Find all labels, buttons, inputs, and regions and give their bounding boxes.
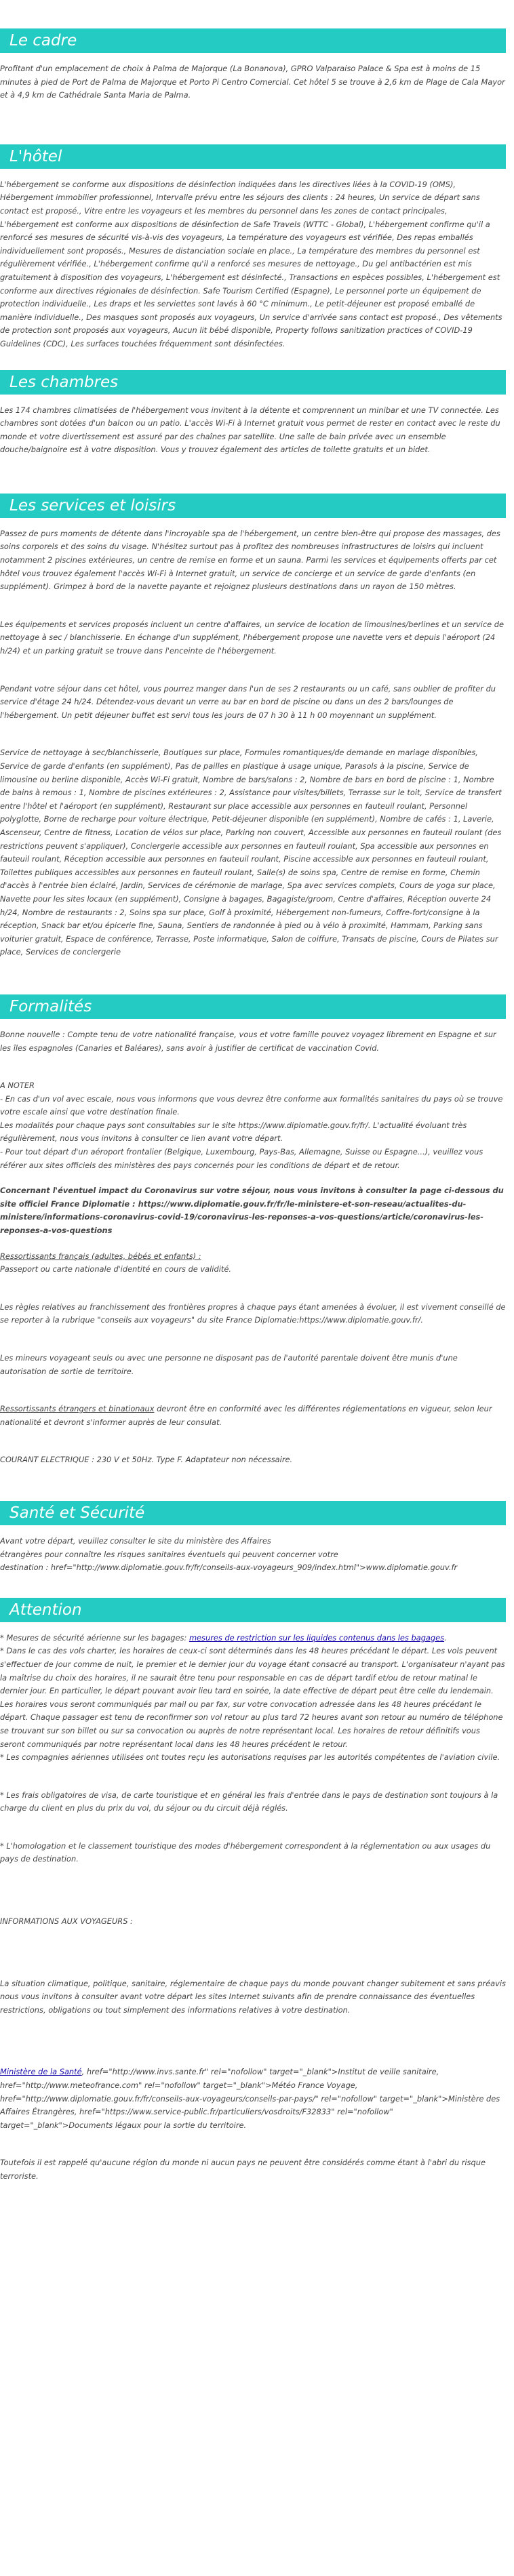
formalites-note-title: A NOTER	[0, 1081, 35, 1091]
formalites-paragraph: Les règles relatives au franchissement des frontières propres à chaque pays étant amenées à évoluer, il est vivement conseillé de se reporter à la rubrique "conseils aux voyageurs" du site France Diplomatie:https://www.diplomatie.gouv.fr/.	[0, 1302, 506, 1325]
sante-line: étrangères pour connaître les risques sanitaires éventuels qui peuvent concerner votre	[0, 1549, 338, 1559]
formalites-courant: COURANT ELECTRIQUE : 230 V et 50Hz. Type F. Adaptateur non nécessaire.	[0, 1455, 293, 1465]
attention-bagages-end: .	[444, 1632, 447, 1643]
section-title-cadre: Le cadre	[0, 28, 506, 53]
formalites-note: - En cas d'un vol avec escale, nous vous informons que vous devrez être conforme aux formalités sanitaires du pays où se trouve votre escale ainsi que votre destination finale.	[0, 1093, 503, 1117]
services-paragraph: Les équipements et services proposés incluent un centre d'affaires, un service de location de limousines/berlines et un service de nettoyage à sec / blanchisserie. En échange d'un supplément, l'hébergement propose une navette vers et depuis l'aéroport (24 h/24) et un parking gratuit se trouve dans l'enceinte de l'hébergement.	[0, 619, 504, 656]
services-paragraph: Passez de purs moments de détente dans l'incroyable spa de l'hébergement, un centre bien-être qui propose des massages, des soins corporels et des soins du visage. N'hésitez surtout pas à profitez des nombreuses infrastructures de loisirs qui incluent notamment 2 piscines extérieures, un centre de remise en forme et un sauna. Parmi les services et équipements offerts par cet hôtel vous trouvez également l'accès Wi-Fi à Internet gratuit, un service de concierge et un service de garde d'enfants (en supplément). Grimpez à bord de la navette payante et rejoignez plusieurs destinations dans un rayon de 150 mètres.	[0, 528, 500, 592]
attention-homologation: * L'homologation et le classement touristique des modes d'hébergement correspondent à la réglementation ou aux usages du pays de destination.	[0, 1840, 491, 1864]
liquides-restriction-link[interactable]: mesures de restriction sur les liquides contenus dans les bagages	[189, 1632, 445, 1643]
section-sante	[0, 1501, 506, 1575]
attention-sites	[0, 2066, 506, 2132]
formalites-note: - Pour tout départ d'un aéroport frontalier (Belgique, Luxembourg, Pays-Bas, Allemagne, Suisse ou Espagne...), veuillez vous référer aux sites officiels des ministères des pays concernés pour les conditions de départ et de retour.	[0, 1147, 483, 1170]
formalites-etrangers-label: Ressortissants étrangers et binationaux	[0, 1404, 155, 1414]
services-paragraph: Service de nettoyage à sec/blanchisserie, Boutiques sur place, Formules romantiques/de demande en mariage disponibles, Service de garde d'enfants (en supplément), Pas de pailles en plastique à usage unique, Parasols à la piscine, Service de limousine ou berline disponible, Accès Wi-Fi gratuit, Nombre de bars/salons : 2, Nombre de bars en bord de piscine : 1, Nombre de bains à remous : 1, Nombre de piscines extérieures : 2, Assistance pour visites/billets, Terrasse sur le toit, Service de transfert entre l'hôtel et l'aéroport (en supplément), Restaurant sur place accessible aux personnes en fauteuil roulant, Personnel polyglotte, Borne de recharge pour voiture électrique, Petit-déjeuner disponible (en supplément), Nombre de cafés : 1, Laverie, Ascenseur, Centre de fitness, Location de vélos sur place, Parking non couvert, Accessible aux personnes en fauteuil roulant (des restrictions peuvent s'appliquer), Conciergerie accessible aux personnes en fauteuil roulant, Spa accessible aux personnes en fauteuil roulant, Réception accessible aux personnes en fauteuil roulant, Piscine accessible aux personnes en fauteuil roulant, Toilettes publiques accessibles aux personnes en fauteuil roulant, Salle(s) de soins spa, Centre de remise en forme, Chemin d'accès à l'entrée bien éclairé, Jardin, Services de cérémonie de mariage, Spa avec services complets, Cours de yoga sur place, Navette pour les sites locaux (en supplément), Consigne à bagages, Bagagiste/groom, Centre d'affaires, Réception ouverte 24 h/24, Nombre de restaurants : 2, Soins spa sur place, Golf à proximité, Hébergement non-fumeurs, Coffre-fort/consigne à la réception, Snack bar et/ou épicerie fine, Sauna, Sentiers de randonnée à pied ou à vélo à proximité, Hammam, Parking sans voiturier gratuit, Espace de conférence, Terrasse, Poste informatique, Salon de coiffure, Transats de piscine, Cours de Pilates sur place, Services de conciergerie	[0, 748, 502, 957]
section-chambres	[0, 370, 506, 457]
sante-line: Avant votre départ, veuillez consulter le site du ministère des Affaires	[0, 1535, 271, 1546]
formalites-paragraph: Les mineurs voyageant seuls ou avec une personne ne disposant pas de l'autorité parentale doivent être munis d'une autorisation de sortie de territoire.	[0, 1353, 458, 1376]
section-hotel	[0, 144, 506, 351]
attention-situation: nous vous invitons à consulter avant votre départ les sites Internet suivants afin de prendre connaissance des éventuelles restrictions, obligations ou tout simplement des informations relatives à votre destination.	[0, 1992, 475, 2015]
section-formalites	[0, 994, 506, 1467]
attention-bagages-label: * Mesures de sécurité aérienne sur les bagages:	[0, 1632, 189, 1643]
cadre-text: Profitant d'un emplacement de choix à Palma de Majorque (La Bonanova), GPRO Valparaiso Palace & Spa est à moins de 15 minutes à pied de Port de Palma de Majorque et Porto Pi Centro Comercial. Cet hôtel 5 se trouve à 2,6 km de Plage de Cala Mayor et à 4,9 km de Cathédrale Santa Maria de Palma.	[0, 64, 505, 100]
section-title-chambres: Les chambres	[0, 370, 506, 395]
chambres-text: Les 174 chambres climatisées de l'hébergement vous invitent à la détente et comprennent un minibar et une TV connectée. Les chambres sont dotées d'un balcon ou un patio. L'accès Wi-Fi à Internet gratuit vous permet de rester en contact avec le reste du monde et votre divertissement est assuré par des chaînes par satellite. Une salle de bain privée avec un ensemble douche/baignoire est à votre disposition. Vous y trouvez également des articles de toilette gratuits et un bidet.	[0, 405, 500, 455]
attention-bagages	[0, 1632, 506, 1645]
formalites-etrangers-text: devront être en conformité avec les différentes réglementations en vigueur, selon leur nationalité et devront s'informer auprès de leur consulat.	[0, 1404, 492, 1427]
attention-charter: * Dans le cas des vols charter, les horaires de ceux-ci sont déterminés dans les 48 heures précédant le départ. Les vols peuvent s'effectuer de jour comme de nuit, le premier et le dernier jour du voyage étant consacré au transport. L'organisateur n'ayant pas la maîtrise du choix des horaires, il ne saurait être tenu pour responsable en cas de départ tardif et/ou de retour matinal le dernier jour. En particulier, le départ pouvant avoir lieu tard en soirée, la date effective de départ peut être celle du lendemain. Les horaires vous seront communiqués par mail ou par fax, sur votre convocation adressée dans les 48 heures précédant le départ. Chaque passager est tenu de reconfirmer son vol retour au plus tard 72 heures avant son retour au numéro de téléphone se trouvant sur son billet ou sur sa convocation ou auprès de notre représentant local. Les horaires de retour définitifs vous seront communiqués par notre représentant local dans les 48 heures précédent le retour.	[0, 1646, 505, 1749]
attention-frais: * Les frais obligatoires de visa, de carte touristique et en général les frais d'entrée dans le pays de destination sont toujours à la charge du client en plus du prix du vol, du séjour ou du circuit déjà réglés.	[0, 1790, 498, 1813]
sante-line: destination : href="http://www.diplomatie.gouv.fr/fr/conseils-aux-voyageurs_909/index.html">www.diplomatie.gouv.fr	[0, 1563, 458, 1573]
ministere-sante-link[interactable]: Ministère de la Santé	[0, 2067, 82, 2077]
section-cadre	[0, 28, 506, 102]
services-paragraph: Pendant votre séjour dans cet hôtel, vous pourrez manger dans l'un de ses 2 restaurants ou un café, sans oublier de profiter du service d'étage 24 h/24. Détendez-vous devant un verre au bar en bord de piscine ou dans un des 2 bars/lounges de l'hébergement. Un petit déjeuner buffet est servi tous les jours de 07 h 30 à 11 h 00 moyennant un supplément.	[0, 683, 496, 720]
attention-sites-text: , href="http://www.invs.sante.fr" rel="nofollow" target="_blank">Institut de veille sanitaire, href="http://www.meteofrance.com" rel="nofollow" target="_blank">Météo France Voyage, href="http://www.diplomatie.gouv.fr/fr/conseils-aux-voyageurs/conseils-par-pays/" rel="nofollow" target="_blank">Ministère des Affaires Étrangères, href="https://www.service-public.fr/particuliers/vosdroits/F32833" rel="nofollow" target="_blank">Documents légaux pour la sortie du territoire.	[0, 2067, 500, 2130]
formalites-paragraph: Bonne nouvelle : Compte tenu de votre nationalité française, vous et votre famille pouvez voyagez librement en Espagne et sur les îles espagnoles (Canaries et Baléares), sans avoir à justifier de certificat de vaccination Covid.	[0, 1029, 496, 1053]
section-services	[0, 494, 506, 959]
section-title-attention: Attention	[0, 1598, 506, 1622]
section-attention	[0, 1598, 506, 2183]
hotel-text: L'hébergement se conforme aux dispositions de désinfection indiquées dans les directives liées à la COVID-19 (OMS), Hébergement immobilier professionnel, Intervalle prévu entre les séjours des clients : 24 heures, Un service de départ sans contact est proposé., Vitre entre les voyageurs et les membres du personnel dans les zones de contact principales, L'hébergement est conforme aux dispositions de désinfection de Safe Travels (WTTC - Global), L'hébergement confirme qu'il a renforcé ses mesures de sécurité vis-à-vis des voyageurs, La température des voyageurs est vérifiée, Des repas emballés individuellement sont proposés., Mesures de distanciation sociale en place., La température des membres du personnel est régulièrement vérifiée., L'hébergement confirme qu'il a renforcé ses mesures de nettoyage., Du gel antibactérien est mis gratuitement à disposition des voyageurs, L'hébergement est désinfecté., Transactions en espèces possibles, L'hébergement est conforme aux directives régionales de désinfection. Safe Tourism Certified (Espagne), Le personnel porte un équipement de protection individuelle., Les draps et les serviettes sont lavés à 60 °C minimum., Le petit-déjeuner est proposé emballé de manière individuelle., Des masques sont proposés aux voyageurs, Un service d'arrivée sans contact est proposé., Des vêtements de protection sont proposés aux voyageurs, Aucun lit bébé disponible, Property follows sanitization practices of COVID-19 Guidelines (CDC), Les surfaces touchées fréquemment sont désinfectées.	[0, 179, 502, 348]
attention-compagnies: * Les compagnies aériennes utilisées ont toutes reçu les autorisations requises par les autorités compétentes de l'aviation civile.	[0, 1752, 500, 1763]
attention-situation: La situation climatique, politique, sanitaire, réglementaire de chaque pays du monde pouvant changer subitement et sans préavis	[0, 1978, 506, 1988]
formalites-etrangers	[0, 1403, 506, 1429]
formalites-note: Les modalités pour chaque pays sont consultables sur le site https://www.diplomatie.gouv.fr/fr/. L'actualité évoluant très régulièrement, nous vous invitons à consulter ce lien avant votre départ.	[0, 1120, 467, 1144]
attention-informations-voyageurs: INFORMATIONS AUX VOYAGEURS :	[0, 1916, 133, 1927]
attention-terrorisme: Toutefois il est rappelé qu'aucune région du monde ni aucun pays ne peuvent être considérés comme étant à l'abri du risque terroriste.	[0, 2158, 486, 2181]
formalites-passeport: Passeport ou carte nationale d'identité en cours de validité.	[0, 1264, 231, 1274]
section-title-formalites: Formalités	[0, 994, 506, 1019]
section-title-hotel: L'hôtel	[0, 144, 506, 169]
section-title-sante: Santé et Sécurité	[0, 1501, 506, 1525]
section-title-services: Les services et loisirs	[0, 494, 506, 518]
formalites-ressortissants-francais: Ressortissants français (adultes, bébés et enfants) :	[0, 1251, 201, 1261]
formalites-coronavirus: Concernant l'éventuel impact du Coronavirus sur votre séjour, nous vous invitons à consulter la page ci-dessous du site officiel France Diplomatie : https://www.diplomatie.gouv.fr/fr/le-ministere-et-son-reseau/actualites-du-ministere/informations-coronavirus-covid-19/coronavirus-les-reponses-a-vos-questions/article/coronavirus-les-reponses-a-vos-questions	[0, 1186, 504, 1236]
